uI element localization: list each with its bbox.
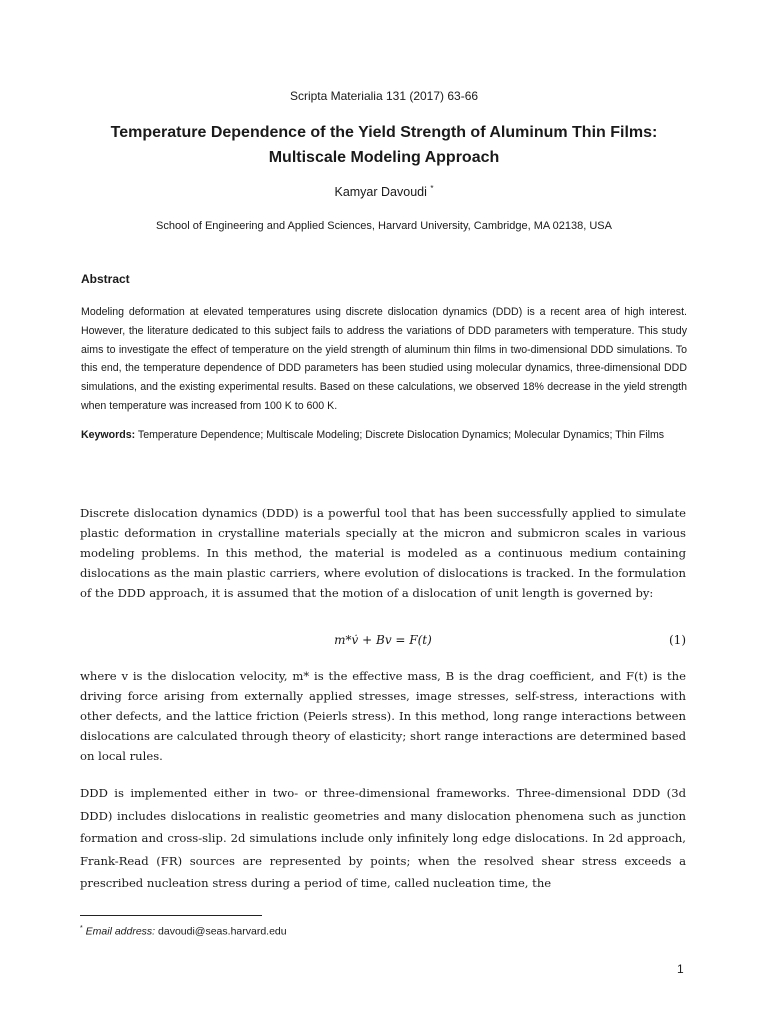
title-line-2: Multiscale Modeling Approach [268, 149, 500, 166]
title-line-1: Temperature Dependence of the Yield Strength of Aluminum Thin Films: [110, 124, 658, 141]
footnote-label: Email address: [85, 925, 156, 938]
page-number: 1 [677, 962, 684, 976]
footnote-rule [80, 915, 262, 916]
author-name: Kamyar Davoudi [334, 185, 427, 200]
abstract-text: Modeling deformation at elevated temperatures using discrete dislocation dynamics (DDD) is a recent area of high interest. However, the literature dedicated to this subject fails to address the variations of DDD parameters with temperature. This study aims to investigate the effect of temperature on the yield strength of aluminum thin films in two-dimensional DDD simulations. To this end, the temperature dependence of DDD parameters has been studied using molecular dynamics, three-dimensional DDD simulations, and the existing experimental results. Based on these calculations, we observed 18% decrease in the yield strength when temperature was increased from 100 K to 600 K. [81, 306, 687, 412]
abstract-heading: Abstract [81, 272, 130, 286]
journal-citation: Scripta Materialia 131 (2017) 63-66 [289, 89, 479, 103]
equation-number: (1) [669, 633, 686, 647]
author-footnote-mark: * [430, 184, 434, 193]
equation-1 [80, 633, 686, 653]
keywords-text: Temperature Dependence; Multiscale Modeling; Discrete Dislocation Dynamics; Molecular Dynamics; Thin Films [135, 429, 665, 441]
paper-title [60, 120, 708, 170]
equation-expression: m*v̇ + Bv = F(t) [334, 633, 432, 647]
footnote-mark: * [80, 925, 83, 932]
body-paragraph-3: DDD is implemented either in two- or three-dimensional frameworks. Three-dimensional DDD (3d DDD) includes dislocations in realistic geometries and many dislocation phenomena such as junction formation and cross-slip. 2d simulations include only infinitely long edge dislocations. In 2d approach, Frank-Read (FR) sources are represented by points; when the resolved shear stress exceeds a prescribed nucleation stress during a period of time, called nucleation time, the [80, 786, 686, 890]
body-paragraph-2: where v is the dislocation velocity, m* is the effective mass, B is the drag coefficient, and F(t) is the driving force arising from externally applied stresses, image stresses, self-stress, interactions with other defects, and the lattice friction (Peierls stress). In this method, long range interactions between dislocations are calculated through theory of elasticity; short range interactions are determined based on local rules. [80, 669, 686, 763]
footnote [80, 925, 287, 938]
footnote-email: davoudi@seas.harvard.edu [155, 925, 287, 938]
affiliation: School of Engineering and Applied Sciences, Harvard University, Cambridge, MA 02138, USA [156, 220, 612, 232]
keywords [81, 426, 687, 444]
keywords-label: Keywords: [81, 429, 136, 441]
body-paragraph-1: Discrete dislocation dynamics (DDD) is a powerful tool that has been successfully applied to simulate plastic deformation in crystalline materials specially at the micron and submicron scales in various modeling problems. In this method, the material is modeled as a continuous medium containing dislocations as the main plastic carriers, where evolution of dislocations is tracked. In the formulation of the DDD approach, it is assumed that the motion of a dislocation of unit length is governed by: [80, 506, 686, 600]
author [0, 184, 768, 199]
